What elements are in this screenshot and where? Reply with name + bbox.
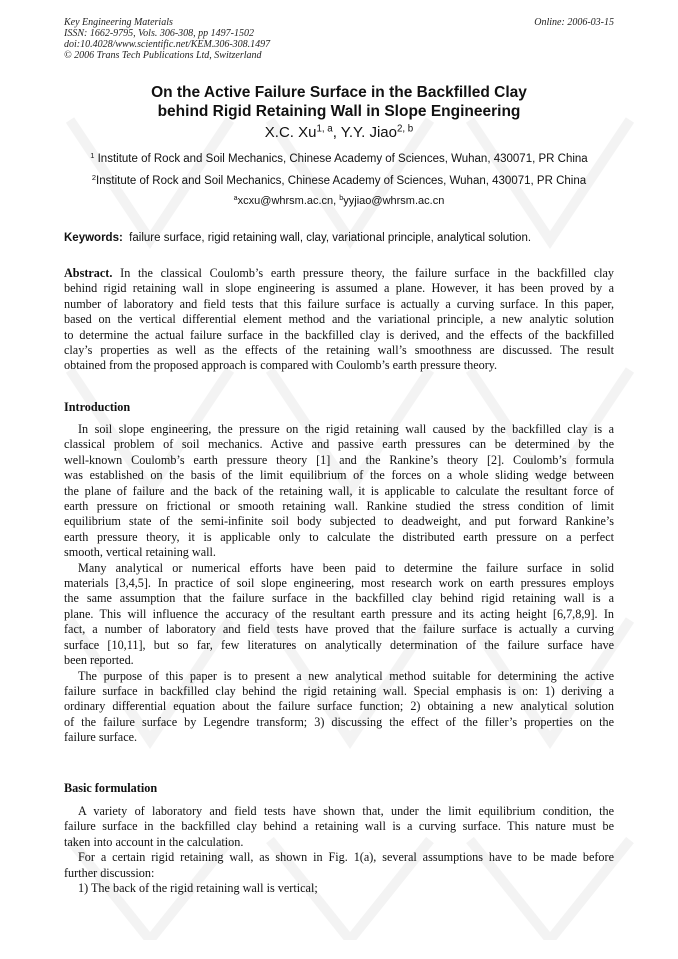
intro-line: well-known Coulomb’s earth pressure theory [1] and the Rankine’s theory [2]. Coulomb’s formula	[64, 452, 614, 467]
intro-line: The purpose of this paper is to present a new analytical method suitable for determining the active	[78, 668, 614, 683]
intro-line: smooth, vertical retaining wall.	[64, 545, 216, 560]
author-separator: ,	[332, 124, 341, 141]
intro-line: In soil slope engineering, the pressure on the rigid retaining wall caused by the backfilled clay is a	[78, 422, 614, 436]
author-1-affiliation-marker: 1, a	[316, 123, 333, 135]
affiliation-2	[64, 174, 614, 188]
abstract	[64, 266, 614, 374]
intro-line: failure surface.	[64, 730, 138, 745]
abstract-line: clay’s properties as well as the effects of the retaining wall’s smoothness are discussed. The result	[64, 343, 614, 358]
intro-line: earth pressure theory, it is applicable only to calculate the distributed earth pressure on a perfect	[64, 529, 614, 544]
intro-line: the plane of failure and the back of the retaining wall, it is applicable to calculate the resultant force of	[64, 483, 614, 498]
basic-line: A variety of laboratory and field tests have shown that, under the limit equilibrium condition, the	[78, 804, 614, 818]
basic-formulation-body	[64, 804, 614, 896]
journal-name: Key Engineering Materials	[64, 17, 173, 28]
email-1-marker: a	[233, 194, 238, 203]
author-list	[64, 124, 614, 142]
abstract-line: based on the vertical differential element method and the variational principle, a new analytic solution	[64, 312, 614, 327]
introduction-heading: Introduction	[64, 400, 131, 414]
abstract-line-text: In the classical Coulomb’s earth pressure theory, the failure surface in the backfilled clay	[112, 266, 614, 280]
email-2-marker: b	[339, 194, 344, 203]
abstract-line: number of laboratory and field tests that this failure surface is actually a curving surface. In this paper,	[64, 296, 614, 311]
author-emails	[64, 195, 614, 208]
intro-line: classical problem of soil mechanics. Active and passive earth pressures can be determined by the	[64, 437, 614, 452]
intro-line: fact, a number of laboratory and field tests have proved that the failure surface is actually a curving	[64, 622, 614, 637]
intro-line: been reported.	[64, 653, 134, 668]
abstract-line: to determine the actual failure surface in the backfilled clay is derived, and the effects of the backfilled	[64, 327, 614, 342]
abstract-line	[64, 266, 614, 281]
basic-formulation-heading: Basic formulation	[64, 781, 158, 795]
keywords	[64, 231, 614, 245]
affiliation-1-text: Institute of Rock and Soil Mechanics, Chinese Academy of Sciences, Wuhan, 430071, PR China	[94, 153, 588, 165]
introduction-body	[64, 422, 614, 746]
intro-line: equilibrium state of the semi-infinite soil body subjected to deadweight, and put forward Rankine’s	[64, 514, 614, 529]
author-2-name: Y.Y. Jiao	[340, 124, 397, 141]
basic-line: 1) The back of the rigid retaining wall is vertical;	[78, 881, 318, 896]
intro-line: Many analytical or numerical efforts have been paid to determine the failure surface in solid	[78, 560, 614, 575]
paper-title	[64, 83, 614, 121]
email-2[interactable]: yyjiao@whrsm.ac.cn	[343, 195, 445, 207]
intro-line: plane. This will influence the accuracy of the resultant earth pressure and its acting height [6,7,8,9]. In	[64, 606, 614, 621]
abstract-line: behind rigid retaining wall in slope engineering is assumed a plane. However, it has been proved by a	[64, 281, 614, 296]
basic-line: taken into account in the calculation.	[64, 834, 244, 849]
intro-line: of the failure surface by Legendre transform; 3) discussing the effect of the filler’s properties on the	[64, 714, 614, 729]
doi-line: doi:10.4028/www.scientific.net/KEM.306-308.1497	[64, 39, 271, 50]
keywords-label: Keywords:	[64, 232, 123, 244]
intro-line: failure surface in backfilled clay behind the rigid retaining wall. Special emphasis is on: 1) deriving a	[64, 683, 614, 698]
title-line-2: behind Rigid Retaining Wall in Slope Engineering	[157, 103, 521, 120]
affiliation-2-text: Institute of Rock and Soil Mechanics, Chinese Academy of Sciences, Wuhan, 430071, PR China	[96, 175, 587, 187]
intro-line: ordinary differential equation about the failure surface function; 2) obtaining a new analytical solution	[64, 699, 614, 714]
title-line-1: On the Active Failure Surface in the Backfilled Clay	[151, 84, 527, 101]
keywords-text: failure surface, rigid retaining wall, clay, variational principle, analytical solution.	[122, 232, 532, 244]
intro-line: was established on the basis of the limit equilibrium of the forces on a whole sliding wedge between	[64, 468, 614, 483]
basic-line: failure surface in the backfilled clay behind a retaining wall is a curving surface. This nature must be	[64, 819, 614, 834]
intro-line: the same assumption that the failure surface in the backfilled clay behind rigid retaining wall is a	[64, 591, 614, 606]
affiliation-1-marker: 1	[90, 150, 95, 160]
author-2-affiliation-marker: 2, b	[396, 123, 414, 135]
basic-line: further discussion:	[64, 865, 155, 880]
author-1-name: X.C. Xu	[264, 124, 317, 141]
online-date: Online: 2006-03-15	[534, 17, 614, 28]
issn-line: ISSN: 1662-9795, Vols. 306-308, pp 1497-1502	[64, 28, 254, 39]
intro-line: surface [10,11], but so far, few literatures on analytically determination of the failure surface have	[64, 637, 614, 652]
affiliation-2-marker: 2	[91, 172, 97, 182]
intro-line: materials [3,4,5]. In practice of soil slope engineering, most research work on earth pressures employs	[64, 576, 614, 591]
journal-header	[64, 17, 270, 61]
basic-line: For a certain rigid retaining wall, as shown in Fig. 1(a), several assumptions have to be made before	[78, 850, 614, 865]
copyright-line: © 2006 Trans Tech Publications Ltd, Switzerland	[64, 50, 262, 61]
intro-line: earth pressure on frictional or smooth retaining wall. Rankine studied the stress condition of limit	[64, 499, 614, 514]
email-1[interactable]: xcxu@whrsm.ac.cn,	[237, 195, 340, 207]
affiliation-1	[64, 152, 614, 166]
abstract-line: obtained from the proposed approach is compared with Coulomb’s earth pressure theory.	[64, 358, 498, 373]
abstract-label: Abstract.	[64, 266, 113, 280]
